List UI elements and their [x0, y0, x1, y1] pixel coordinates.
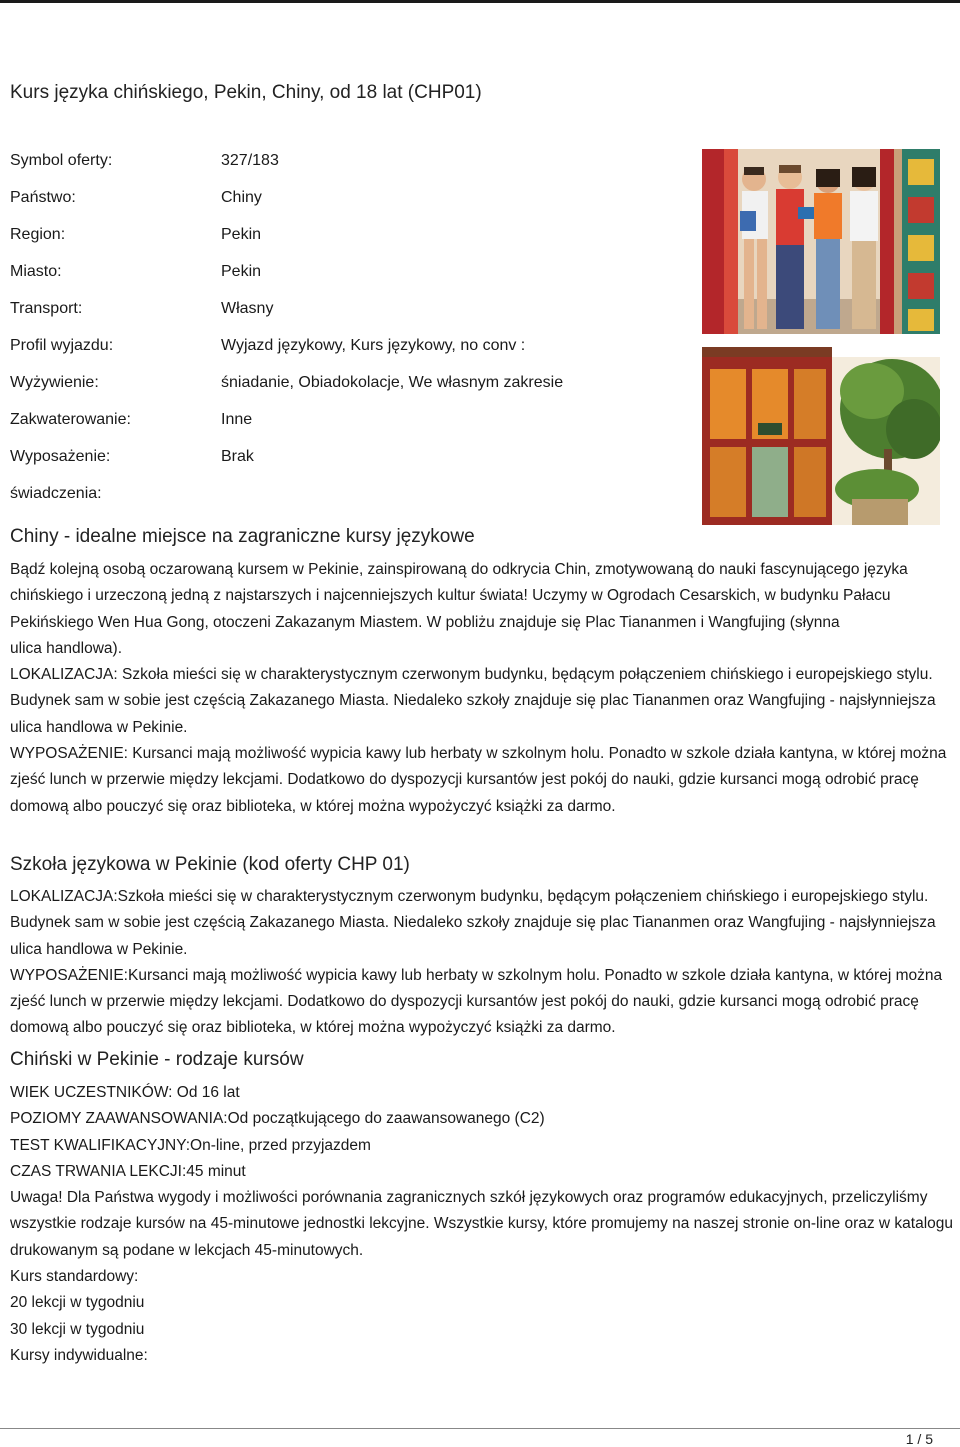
- detail-row: [10, 225, 700, 262]
- detail-label: Zakwaterowanie:: [10, 411, 131, 428]
- detail-label: Transport:: [10, 300, 83, 317]
- course-option: 30 lekcji w tygodniu: [10, 1320, 145, 1338]
- course-types: [10, 1264, 960, 1369]
- paragraph: LOKALIZACJA: Szkoła mieści się w charakterystycznym czerwonym budynku, będącym połączeniem chińskiego i europejskiego stylu. Budynek sam w sobie jest częścią Zakazanego Miasta. Niedaleko szkoły znajduje się plac Tiananmen oraz Wangfujing - najsłynniejsza ulica handlowa w Pekinie.: [10, 666, 936, 736]
- detail-value: Brak: [221, 448, 254, 465]
- paragraph: Uwaga! Dla Państwa wygody i możliwości porównania zagranicznych szkół językowych oraz programów edukacyjnych, przeliczyliśmy wszystkie rodzaje kursów na 45-minutowe jednostki lekcyjne. Wszystkie kursy, które promujemy na naszej stronie on-line oraz w katalogu drukowanym są podane w lekcjach 45-minutowych.: [10, 1189, 954, 1259]
- detail-label: Profil wyjazdu:: [10, 337, 114, 354]
- detail-row: [10, 410, 700, 447]
- course-standard-label: Kurs standardowy:: [10, 1268, 139, 1285]
- detail-row: [10, 188, 700, 225]
- section-china-text: [10, 557, 960, 820]
- info-age: WIEK UCZESTNIKÓW: Od 16 lat: [10, 1084, 240, 1101]
- detail-label: Region:: [10, 226, 66, 243]
- page-number: 1 / 5: [905, 1431, 933, 1447]
- detail-row: [10, 151, 700, 188]
- detail-row: [10, 373, 700, 410]
- footer-rule: [0, 1428, 960, 1429]
- course-note: [10, 1185, 960, 1264]
- page-title: Kurs języka chińskiego, Pekin, Chiny, od 18 lat (CHP01): [10, 82, 482, 103]
- info-levels: POZIOMY ZAAWANSOWANIA:Od początkującego do zaawansowanego (C2): [10, 1110, 545, 1128]
- detail-label: Symbol oferty:: [10, 152, 113, 169]
- course-info: [10, 1080, 960, 1185]
- detail-value: 327/183: [221, 152, 279, 169]
- detail-value: Chiny: [221, 189, 262, 206]
- info-duration: CZAS TRWANIA LEKCJI:45 minut: [10, 1162, 246, 1180]
- detail-label: Państwo:: [10, 189, 76, 206]
- detail-value: śniadanie, Obiadokolacje, We własnym zakresie: [221, 374, 564, 391]
- students-photo: [702, 149, 940, 334]
- detail-value: Pekin: [221, 263, 262, 280]
- paragraph: LOKALIZACJA:Szkoła mieści się w charakterystycznym czerwonym budynku, będącym połączeniem chińskiego i europejskiego stylu. Budynek sam w sobie jest częścią Zakazanego Miasta. Niedaleko szkoły znajduje się plac Tiananmen oraz Wangfujing - najsłynniejsza ulica handlowa w Pekinie.: [10, 888, 936, 958]
- paragraph: ulica handlowa).: [10, 639, 123, 657]
- detail-label: Wyposażenie:: [10, 448, 111, 465]
- detail-row: [10, 299, 700, 336]
- info-test: TEST KWALIFIKACYJNY:On-line, przed przyjazdem: [10, 1136, 371, 1154]
- detail-label: Miasto:: [10, 263, 62, 280]
- section-heading-school: Szkoła językowa w Pekinie (kod oferty CHP 01): [10, 854, 410, 875]
- detail-row: [10, 447, 700, 484]
- detail-value: Wyjazd językowy, Kurs językowy, no conv :: [221, 337, 526, 354]
- section-heading-courses: Chiński w Pekinie - rodzaje kursów: [10, 1049, 304, 1070]
- paragraph: Bądź kolejną osobą oczarowaną kursem w Pekinie, zainspirowaną do odkrycia Chin, zmotywowaną do nauki fascynującego języka chińskiego i urzeczoną jedną z najstarszych i najcenniejszych kultur świata! Uczymy w Ogrodach Cesarskich, w budynku Pałacu Pekińskiego Wen Hua Gong, otoczeni Zakazanym Miastem. W pobliżu znajduje się Plac Tiananmen i Wangfujing (słynna: [10, 561, 908, 631]
- detail-value: Własny: [221, 300, 274, 317]
- detail-row: [10, 262, 700, 299]
- section-heading-china: Chiny - idealne miejsce na zagraniczne kursy językowe: [10, 526, 475, 547]
- detail-row: [10, 484, 700, 521]
- detail-value: Pekin: [221, 226, 262, 243]
- course-option: 20 lekcji w tygodniu: [10, 1294, 145, 1312]
- section-school-text: [10, 884, 960, 1042]
- paragraph: WYPOSAŻENIE:Kursanci mają możliwość wypicia kawy lub herbaty w szkolnym holu. Ponadto w szkole działa kantyna, w której można zjeść lunch w przerwie między lekcjami. Dodatkowo do dyspozycji kursantów jest pokój do nauki, gdzie kursanci mogą odrobić pracę domową albo pouczyć się oraz biblioteka, w której można wypożyczyć książki za darmo.: [10, 966, 943, 1037]
- course-individual-label: Kursy indywidualne:: [10, 1346, 148, 1364]
- detail-row: [10, 336, 700, 373]
- top-rule: [0, 0, 960, 3]
- detail-label: świadczenia:: [10, 485, 102, 502]
- school-building-photo: [702, 339, 940, 525]
- detail-label: Wyżywienie:: [10, 374, 99, 391]
- detail-value: Inne: [221, 411, 253, 428]
- paragraph: WYPOSAŻENIE: Kursanci mają możliwość wypicia kawy lub herbaty w szkolnym holu. Ponadto w szkole działa kantyna, w której można zjeść lunch w przerwie między lekcjami. Dodatkowo do dyspozycji kursantów jest pokój do nauki, gdzie kursanci mogą odrobić pracę domową albo pouczyć się oraz biblioteka, w której można wypożyczyć książki za darmo.: [10, 745, 947, 815]
- offer-details: [10, 151, 700, 521]
